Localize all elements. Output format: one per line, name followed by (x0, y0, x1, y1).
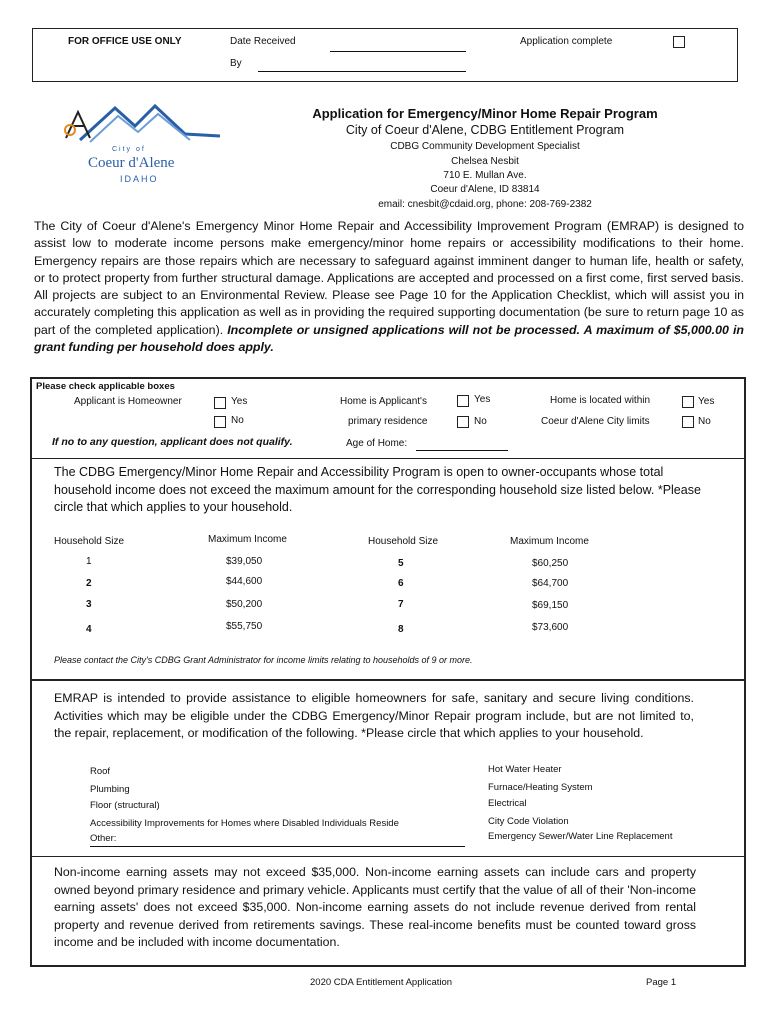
repair-city-code[interactable]: City Code Violation (488, 816, 569, 827)
repairs-intro: EMRAP is intended to provide assistance to eligible homeowners for safe, sanitary and secure living conditions. Activities which may be eligible under the CDBG Emergency/Minor Repair program include, but are not limited to, the repair, replacement, or modification of the following. *Please circle that which applies to your household. (54, 691, 694, 741)
income-max-3: $50,200 (226, 599, 263, 610)
income-intro: The CDBG Emergency/Minor Home Repair and Accessibility Program is open to owner-occupants whose total household income does not exceed the maximum amount for the corresponding household size listed below. *Please circle that which applies to your household. (54, 465, 701, 514)
income-max-4: $55,750 (226, 621, 263, 632)
logo-state: IDAHO (120, 174, 159, 184)
intro-warning: Incomplete or unsigned applications will not be processed. A maximum of $5,000.00 in grant funding per household does apply. (34, 322, 744, 355)
repair-plumbing[interactable]: Plumbing (90, 784, 130, 795)
by-label: By (230, 58, 242, 69)
page-number: Page 1 (646, 977, 677, 988)
contact-address1: 710 E. Mullan Ave. (443, 170, 527, 181)
residence-yes-checkbox[interactable] (457, 395, 469, 407)
income-max-2: $44,600 (226, 576, 263, 587)
income-max-8: $73,600 (532, 622, 569, 633)
col-max-income-right: Maximum Income (510, 536, 589, 547)
intro-paragraph (34, 218, 744, 356)
city-limits-no-checkbox[interactable] (682, 416, 694, 428)
contact-address2: Coeur d'Alene, ID 83814 (430, 184, 540, 195)
income-max-5: $60,250 (532, 558, 569, 569)
homeowner-no-checkbox[interactable] (214, 416, 226, 428)
homeowner-yes-label: Yes (231, 396, 248, 407)
repair-accessibility[interactable]: Accessibility Improvements for Homes where Disabled Individuals Reside (90, 818, 399, 829)
col-household-size-left: Household Size (54, 536, 125, 547)
city-limits-question-line1: Home is located within (550, 395, 651, 406)
income-size-7[interactable]: 7 (398, 599, 404, 610)
repair-floor[interactable]: Floor (structural) (90, 800, 160, 811)
repair-furnace[interactable]: Furnace/Heating System (488, 782, 593, 793)
city-limits-question-line2: Coeur d'Alene City limits (541, 416, 650, 427)
income-size-3[interactable]: 3 (86, 599, 92, 610)
col-household-size-right: Household Size (368, 536, 439, 547)
logo-city-of: City of (112, 146, 146, 153)
contact-name: Chelsea Nesbit (451, 156, 519, 167)
office-use-label: FOR OFFICE USE ONLY (68, 36, 182, 47)
date-received-field[interactable] (330, 50, 466, 52)
city-limits-yes-label: Yes (698, 396, 715, 407)
eligibility-header: Please check applicable boxes (36, 381, 175, 392)
intro-text: The City of Coeur d'Alene's Emergency Minor Home Repair and Accessibility Improvement Program (EMRAP) is designed to assist low to moderate income persons make emergency/minor home repairs or accessibility modifications to their home. Emergency repairs are those repairs which are necessary to safeguard against imminent danger to human life, health or safety, or to protect property from further structural damage. Applications are accepted and processed on a first come, first served basis. All projects are subject to an Environmental Review. Please see Page 10 for the Application Checklist, which will assist you in accurately completing this application as well as in providing the required supporting documentation (be sure to return page 10 as part of the completed application). (34, 219, 744, 337)
city-logo (60, 100, 220, 190)
income-size-1[interactable]: 1 (86, 556, 92, 567)
age-of-home-field[interactable] (416, 449, 508, 451)
residence-question-line1: Home is Applicant's (340, 396, 427, 407)
col-max-income-left: Maximum Income (208, 534, 287, 545)
income-max-1: $39,050 (226, 556, 263, 567)
income-size-2[interactable]: 2 (86, 578, 92, 589)
residence-no-checkbox[interactable] (457, 416, 469, 428)
by-field[interactable] (258, 70, 466, 72)
repair-electrical[interactable]: Electrical (488, 798, 527, 809)
income-note: Please contact the City's CDBG Grant Administrator for income limits relating to households of 9 or more. (54, 655, 473, 665)
city-limits-yes-checkbox[interactable] (682, 396, 694, 408)
page-subtitle: City of Coeur d'Alene, CDBG Entitlement Program (345, 123, 625, 137)
residence-yes-label: Yes (474, 394, 491, 405)
footer-center: 2020 CDA Entitlement Application (310, 977, 453, 988)
income-max-7: $69,150 (532, 600, 569, 611)
date-received-label: Date Received (230, 36, 296, 47)
income-size-8[interactable]: 8 (398, 624, 404, 635)
residence-no-label: No (474, 416, 487, 427)
contact-email-phone: email: cnesbit@cdaid.org, phone: 208-769-2382 (378, 199, 592, 210)
income-size-4[interactable]: 4 (86, 624, 92, 635)
homeowner-question: Applicant is Homeowner (74, 396, 182, 407)
page-title: Application for Emergency/Minor Home Repair Program (312, 106, 658, 121)
repair-sewer[interactable]: Emergency Sewer/Water Line Replacement (488, 831, 673, 842)
application-complete-checkbox[interactable] (673, 36, 685, 48)
contact-title: CDBG Community Development Specialist (390, 141, 580, 152)
income-max-6: $64,700 (532, 578, 569, 589)
logo-name: Coeur d'Alene (88, 155, 175, 171)
homeowner-yes-checkbox[interactable] (214, 397, 226, 409)
mountain-icon (60, 100, 220, 148)
section-divider (30, 679, 744, 681)
section-divider (30, 856, 744, 857)
residence-question-line2: primary residence (348, 416, 428, 427)
income-table (40, 532, 730, 642)
application-complete-label: Application complete (520, 36, 613, 47)
repair-other-label: Other: (90, 833, 117, 844)
repair-other-field[interactable] (90, 845, 465, 847)
repair-roof[interactable]: Roof (90, 766, 111, 777)
section-divider (30, 458, 744, 459)
qualify-notice: If no to any question, applicant does not qualify. (52, 436, 293, 448)
age-of-home-label: Age of Home: (346, 438, 408, 449)
repair-hot-water[interactable]: Hot Water Heater (488, 764, 562, 775)
homeowner-no-label: No (231, 415, 244, 426)
city-limits-no-label: No (698, 416, 711, 427)
income-size-6[interactable]: 6 (398, 578, 404, 589)
assets-paragraph: Non-income earning assets may not exceed $35,000. Non-income earning assets can include cars and property owned beyond primary residence and primary vehicle. Applicants must certify that the value of all of their 'Non-income earning assets' does not exceed $35,000. Non-income earning assets do not include revenue derived from rental property and revenue derived from retirements savings. These real-income benefits must be counted toward gross income and be included with income documentation. (54, 865, 696, 950)
income-size-5[interactable]: 5 (398, 558, 404, 569)
